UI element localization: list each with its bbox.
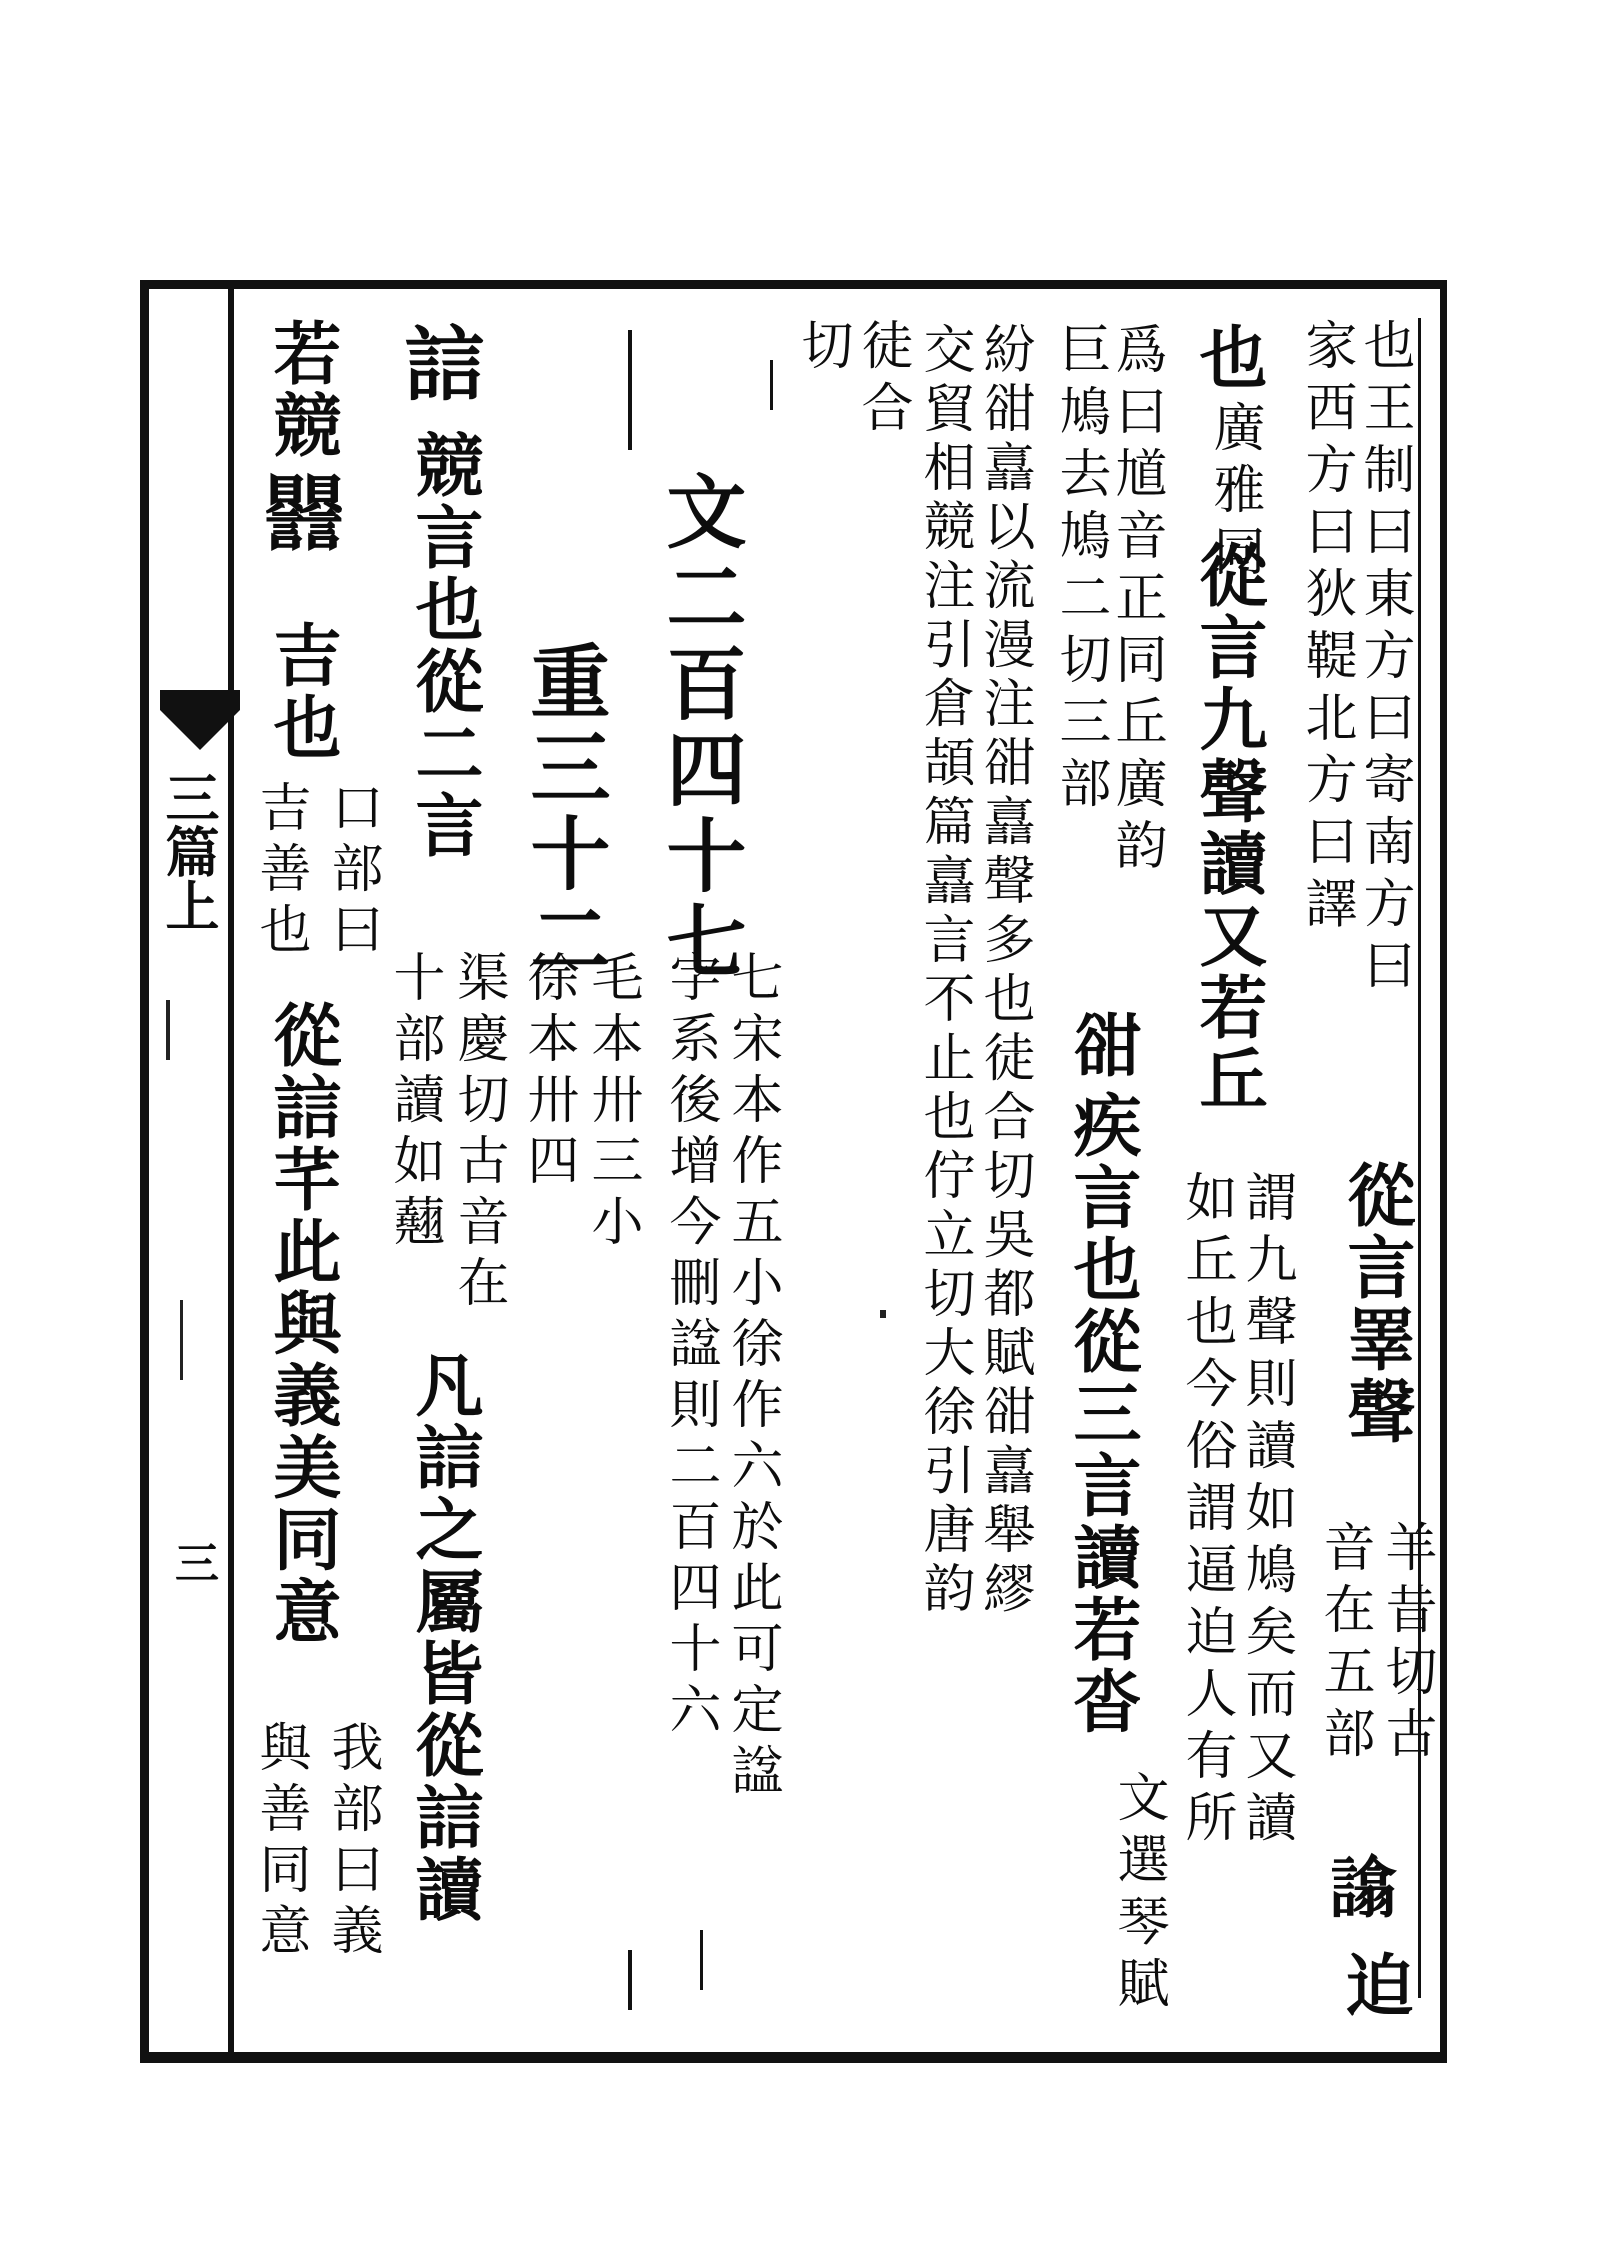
- col14-headword: 誩: [391, 322, 485, 408]
- col16-main: 從誩芊此與義美同意: [262, 1000, 342, 1648]
- text-column-16-main: [262, 1000, 342, 1648]
- col4-note-b: 如丘也今俗謂逼迫人有所: [1176, 1170, 1236, 1852]
- text-column-8: [914, 322, 974, 1620]
- col11-note: 字系後增今刪諡則二百四十六: [660, 950, 720, 1743]
- section-rule-3: [700, 1930, 703, 1990]
- col16-start: 若競: [262, 318, 342, 462]
- col4-ye: 也: [1188, 322, 1268, 394]
- left-inner-rule: [228, 280, 234, 2063]
- text-column-3-main: [1336, 1160, 1416, 1448]
- col9-a: 徒合: [852, 318, 912, 442]
- text-column-14-main: [404, 430, 484, 862]
- text-column-13: [518, 950, 578, 1194]
- text-column-7: [974, 322, 1034, 1620]
- col17-a: 吉善也: [250, 780, 310, 963]
- col5-anno: 爲曰馗音正同丘廣韵: [1106, 322, 1166, 880]
- col4-guangya: 廣雅同: [1204, 400, 1264, 586]
- col12-main: 重三十二: [517, 640, 611, 984]
- col14-tail: 凡誩之屬皆從誩讀: [404, 1350, 484, 1926]
- col3-anno-a: 羊昔切古: [1376, 1520, 1436, 1768]
- text-column-9a: [852, 318, 912, 442]
- col8-line: 交貿相競注引倉頡篇譶言不止也佇立切大徐引唐韵: [914, 322, 974, 1620]
- col9-b: 切: [792, 318, 852, 380]
- col4-note-a: 謂九聲則讀如鳩矣而又讀: [1236, 1170, 1296, 1852]
- col3-char-2: 迫: [1334, 1950, 1414, 2022]
- section-rule-4: [770, 360, 773, 410]
- text-column-9b: [792, 318, 852, 380]
- text-column-4-main: [1188, 540, 1268, 1116]
- text-column-5-main: [1062, 1090, 1142, 1738]
- text-column-11: [660, 950, 720, 1743]
- ink-speck: [180, 1300, 183, 1380]
- left-border-rule: [140, 280, 149, 2063]
- text-column-3-char2: [1334, 1950, 1414, 2022]
- col16-def: 吉也: [262, 620, 342, 764]
- text-column-5-head: [1062, 1010, 1142, 1082]
- col16-headword: 𧮣: [255, 470, 349, 556]
- text-column-1: [1354, 318, 1414, 1000]
- margin-volume-label: 三篇上: [157, 770, 221, 932]
- col7-line: 紛𧮳譶以流漫注𧮳譶聲多也徒合切吳都賦𧮳譶舉繆: [974, 322, 1034, 1620]
- text-column-4-note-a: [1236, 1170, 1296, 1852]
- col3-anno-b: 音在五部: [1314, 1520, 1374, 1768]
- text-column-15: [384, 950, 444, 1255]
- col16-note: 口部曰: [322, 780, 382, 963]
- fish-tail-mark: [160, 690, 240, 760]
- text-column-4-note-b: [1176, 1170, 1236, 1852]
- text-column-16-head: [255, 470, 349, 556]
- text-column-2: [1296, 318, 1356, 938]
- text-column-4-start: [1188, 322, 1268, 394]
- section-rule-2: [628, 1950, 632, 2010]
- text-column-12-main: [517, 640, 611, 984]
- col14-note: 渠慶切古音在: [448, 950, 508, 1316]
- ink-speck: [880, 1310, 886, 1318]
- ink-speck: [166, 1000, 170, 1060]
- text-column-16-note: [322, 780, 382, 963]
- text-column-14-tail: [404, 1350, 484, 1926]
- text-column-3-annotation-b: [1314, 1520, 1374, 1768]
- col3-headword: 從言睪聲: [1336, 1160, 1416, 1448]
- col17-b: 與善同意: [250, 1720, 310, 1964]
- text-column-17-a: [250, 780, 310, 963]
- col13-note: 徐本卅四: [518, 950, 578, 1194]
- col16-tail: 我部曰義: [322, 1720, 382, 1964]
- text-column-10-main: [653, 470, 747, 986]
- text-column-16-def: [262, 620, 342, 764]
- right-border-rule: [1440, 280, 1447, 2063]
- col3-char-1: 𧬈: [1320, 1850, 1400, 1922]
- text-column-6: [1050, 322, 1110, 818]
- text-column-3-annotation: [1376, 1520, 1436, 1768]
- text-column-12-note: [582, 950, 642, 1255]
- section-rule-1: [628, 330, 632, 450]
- text-column-14-note: [448, 950, 508, 1316]
- text-column-16-start: [262, 318, 342, 462]
- col6-line: 巨鳩去鳩二切三部: [1050, 322, 1110, 818]
- col5-main: 疾言也從三言讀若沓: [1062, 1090, 1142, 1738]
- text-column-5-anno: [1106, 322, 1166, 880]
- text-column-17-b: [250, 1720, 310, 1964]
- text-column-10-note: [722, 950, 782, 1804]
- col5-tail: 文選琴賦: [1108, 1770, 1168, 2018]
- text-column-3-char: [1320, 1850, 1400, 1922]
- text-column-5-tail: [1108, 1770, 1168, 2018]
- col4-main: 從言九聲讀又若丘: [1188, 540, 1268, 1116]
- col12-note: 毛本卅三小: [582, 950, 642, 1255]
- margin-folio-number: 三: [167, 1540, 218, 1584]
- col5-headword: 𧮳: [1062, 1010, 1142, 1082]
- col15-note: 十部讀如𧄍: [384, 950, 444, 1255]
- col14-main: 競言也從二言: [404, 430, 484, 862]
- col10-note: 七宋本作五小徐作六於此可定諡: [722, 950, 782, 1804]
- text-column-14-head: [391, 322, 485, 408]
- col2-line1: 家西方曰狄鞮北方曰譯: [1296, 318, 1356, 938]
- col1-line1: 也王制曰東方曰寄南方曰: [1354, 318, 1414, 1000]
- col10-main: 文二百四十七: [653, 470, 747, 986]
- text-column-16-tail: [322, 1720, 382, 1964]
